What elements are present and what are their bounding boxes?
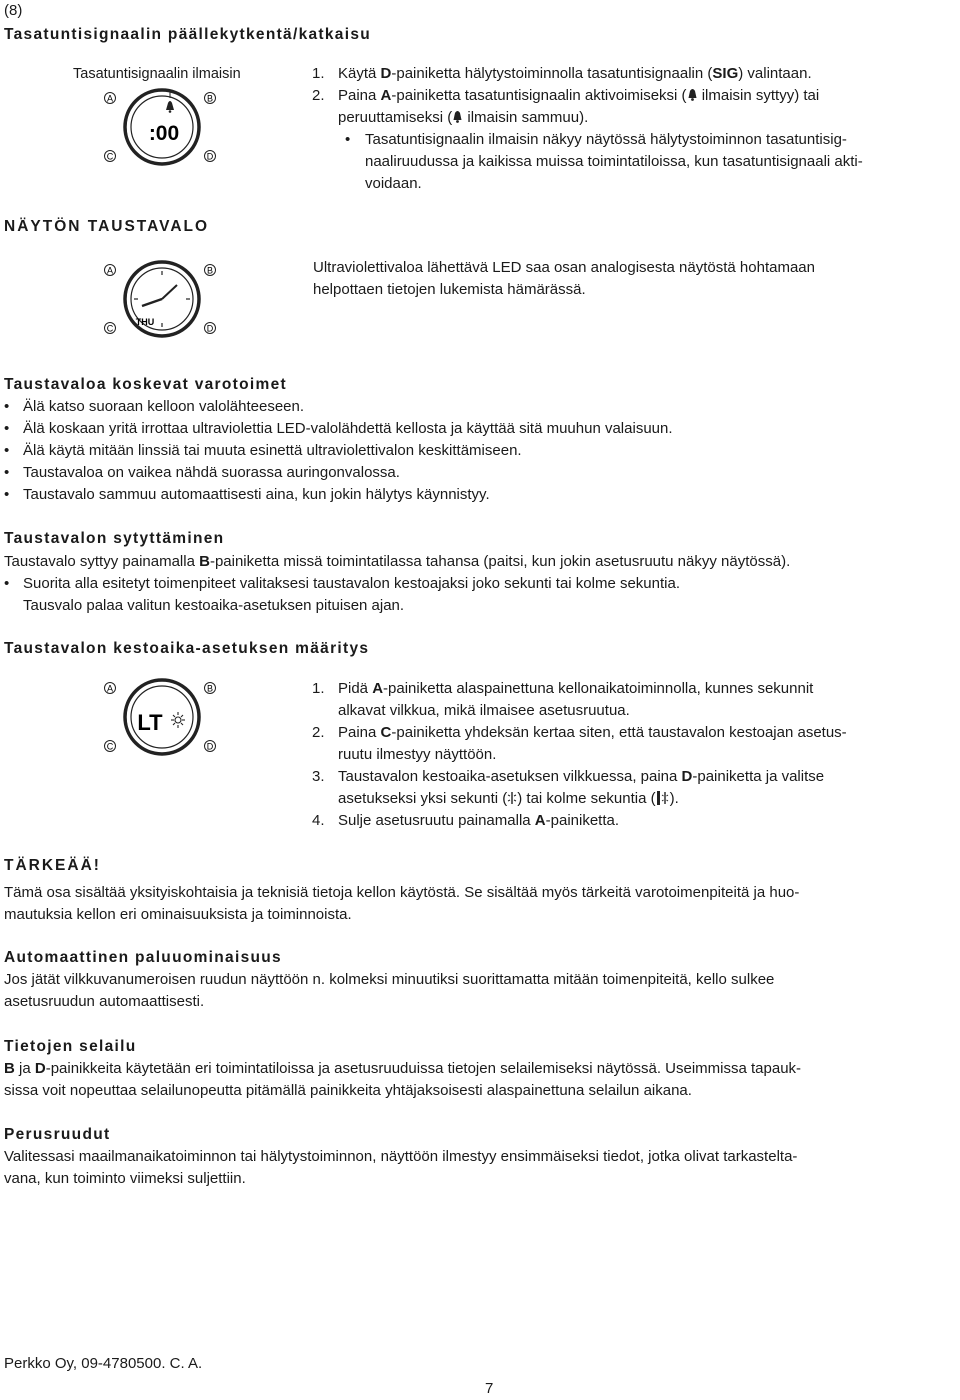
bell-icon bbox=[687, 88, 698, 101]
light-icon bbox=[171, 712, 185, 728]
page-number: 7 bbox=[485, 1380, 494, 1397]
button-d-label: D bbox=[206, 323, 214, 334]
duration-step-3: 3. Taustavalon kestoaika-asetuksen vilkkuessa, paina D-painiketta ja valitse asetukseksi yksi sekunti ( ) tai kolme sekuntia ( ). bbox=[312, 768, 825, 807]
list-item: • Älä käytä mitään linssiä tai muuta esinettä ultraviolettivalon keskittämiseen. bbox=[4, 442, 522, 459]
section-number: (8) bbox=[4, 2, 23, 19]
button-a-label: A bbox=[106, 683, 114, 694]
backlight-heading: NÄYTÖN TAUSTAVALO bbox=[4, 218, 210, 235]
duration-step-1: 1. Pidä A-painiketta alaspainettuna kellonaikatoiminnolla, kunnes sekunnit alkavat vilkkua, mikä ilmaisee asetusruutua. bbox=[312, 680, 814, 719]
backlight-watch-display: THU bbox=[135, 317, 155, 327]
duration-watch-illustration bbox=[100, 676, 225, 758]
lighting-text: Taustavalo syttyy painamalla B-painiketta missä toimintatilassa tahansa (paitsi, kun jokin asetusruutu näkyy näytössä). bbox=[4, 553, 791, 570]
button-d-label: D bbox=[206, 151, 214, 162]
button-a-label: A bbox=[106, 93, 114, 104]
button-b-label: B bbox=[206, 265, 214, 276]
scroll-text: B ja D-painikkeita käytetään eri toimintatiloissa ja asetusruuduissa tietojen selailemiseksi näytössä. Useimmissa tapauk- sissa voit nopeuttaa selailunopeutta pitämällä painikkeita yhtäjaksoisesti alaspainettuna selailun aikana. bbox=[4, 1060, 802, 1099]
button-a-label: A bbox=[106, 265, 114, 276]
signal-note: • Tasatuntisignaalin ilmaisin näkyy näytössä hälytystoiminnon tasatuntisig- naaliruudussa ja kaikissa muissa toimintatiloissa, kun tasatuntisignaali akti- voidaan. bbox=[345, 131, 863, 192]
button-c-label: C bbox=[106, 741, 114, 752]
three-seconds-light-icon bbox=[656, 790, 670, 806]
important-heading: TÄRKEÄÄ! bbox=[4, 857, 101, 874]
basic-heading: Perusruudut bbox=[4, 1126, 111, 1143]
signal-watch-display: :00 bbox=[148, 122, 180, 145]
signal-watch-illustration bbox=[100, 86, 225, 168]
lighting-heading: Taustavalon sytyttäminen bbox=[4, 530, 225, 547]
button-b-label: B bbox=[206, 93, 214, 104]
signal-heading: Tasatuntisignaalin päällekytkentä/katkaisu bbox=[4, 26, 372, 43]
button-d-label: D bbox=[206, 741, 214, 752]
precautions-heading: Taustavaloa koskevat varotoimet bbox=[4, 376, 287, 393]
auto-text: Jos jätät vilkkuvanumeroisen ruudun näyttöön n. kolmeksi minuutiksi suorittamatta mitään toimenpiteitä, kello sulkee asetusruudun automaattisesti. bbox=[4, 971, 775, 1010]
bell-icon bbox=[452, 110, 463, 123]
bell-icon bbox=[166, 101, 174, 113]
duration-step-4: 4. Sulje asetusruutu painamalla A-painiketta. bbox=[312, 812, 620, 829]
duration-step-2: 2. Paina C-painiketta yhdeksän kertaa siten, että taustavalon kestoajan asetus- ruutu ilmestyy näyttöön. bbox=[312, 724, 847, 763]
duration-watch-display: LT bbox=[137, 710, 163, 735]
auto-heading: Automaattinen paluuominaisuus bbox=[4, 949, 282, 966]
lighting-bullet: • Suorita alla esitetyt toimenpiteet valitaksesi taustavalon kestoajaksi joko sekunti tai kolme sekuntia. Tausvalo palaa valitun kestoaika-asetuksen pituisen ajan. bbox=[4, 575, 681, 614]
list-item: • Älä katso suoraan kelloon valolähteeseen. bbox=[4, 398, 305, 415]
precautions-list bbox=[4, 396, 954, 506]
backlight-watch-illustration bbox=[100, 258, 225, 340]
footer-company: Perkko Oy, 09-4780500. C. A. bbox=[4, 1355, 203, 1372]
button-c-label: C bbox=[106, 151, 114, 162]
one-second-light-icon bbox=[507, 791, 517, 805]
signal-step-1: 1. Käytä D-painiketta hälytystoiminnolla tasatuntisignaalin (SIG) valintaan. bbox=[312, 65, 812, 82]
signal-caption: Tasatuntisignaalin ilmaisin bbox=[73, 66, 241, 82]
list-item: • Taustavalo sammuu automaattisesti aina, kun jokin hälytys käynnistyy. bbox=[4, 486, 490, 503]
important-text: Tämä osa sisältää yksityiskohtaisia ja teknisiä tietoja kellon käytöstä. Se sisältää myös tärkeitä varotoimenpiteitä ja huo- mautuksia kellon eri ominaisuuksista ja toiminnoista. bbox=[4, 884, 800, 923]
basic-text: Valitessasi maailmanaikatoiminnon tai hälytystoiminnon, näyttöön ilmestyy ensimmäiseksi tiedot, jotka olivat tarkastelta- vana, kun toiminto viimeksi suljettiin. bbox=[4, 1148, 798, 1187]
signal-step-2: 2. Paina A-painiketta tasatuntisignaalin aktivoimiseksi ( ilmaisin syttyy) tai peruuttamiseksi ( ilmaisin sammuu). bbox=[312, 87, 820, 126]
button-c-label: C bbox=[106, 323, 114, 334]
list-item: • Taustavaloa on vaikea nähdä suorassa auringonvalossa. bbox=[4, 464, 400, 481]
list-item: • Älä koskaan yritä irrottaa ultraviolettia LED-valolähdettä kellosta ja käyttää sitä muuhun valaisuun. bbox=[4, 420, 673, 437]
duration-heading: Taustavalon kestoaika-asetuksen määritys bbox=[4, 640, 370, 657]
backlight-text: Ultraviolettivaloa lähettävä LED saa osan analogisesta näytöstä hohtamaan helpottaen tietojen lukemista hämärässä. bbox=[313, 259, 815, 298]
scroll-heading: Tietojen selailu bbox=[4, 1038, 137, 1055]
button-b-label: B bbox=[206, 683, 214, 694]
